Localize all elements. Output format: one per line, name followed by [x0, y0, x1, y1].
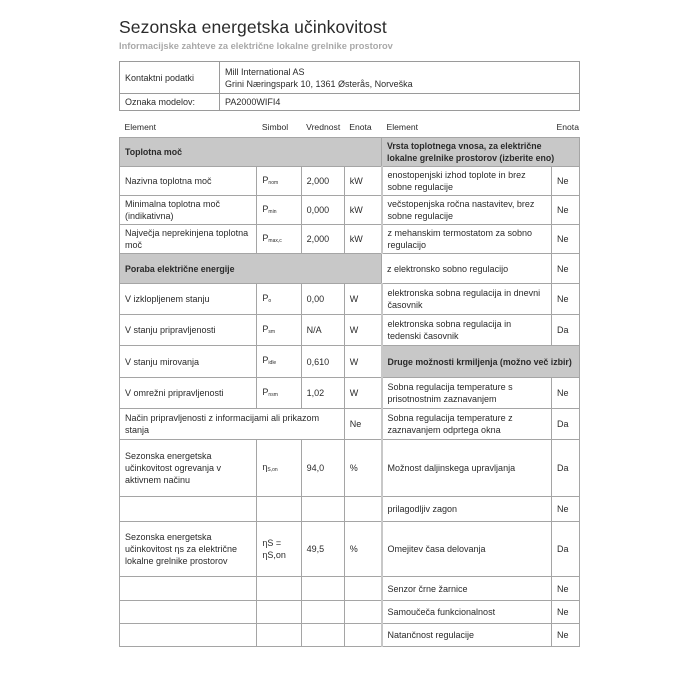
table-row	[120, 378, 580, 409]
option-value: Da	[552, 409, 580, 440]
row-symbol: $\eta_{S,on}$	[257, 440, 301, 497]
option-label: Senzor črne žarnice	[382, 577, 552, 601]
contact-table	[119, 61, 580, 111]
row-unit: W	[344, 346, 381, 378]
contact-details	[220, 62, 580, 94]
table-row	[120, 315, 580, 346]
table-row	[120, 497, 580, 522]
row-element: Minimalna toplotna moč (indikativna)	[120, 196, 257, 225]
table-row	[120, 522, 580, 577]
row-unit: %	[344, 440, 381, 497]
table-row	[120, 196, 580, 225]
option-value: Ne	[552, 624, 580, 647]
company-address: Grini Næringspark 10, 1361 Østerås, Norveška	[225, 78, 413, 89]
row-value: 0,00	[301, 284, 344, 315]
row-element: V stanju mirovanja	[120, 346, 257, 378]
option-label: z elektronsko sobno regulacijo	[382, 254, 552, 284]
empty-cell	[301, 577, 344, 601]
row-unit: kW	[344, 196, 381, 225]
row-element: Sezonska energetska učinkovitost ogrevanja v aktivnem načinu	[120, 440, 257, 497]
option-value: Ne	[552, 284, 580, 315]
table-row	[120, 138, 580, 167]
row-element: V izklopljenem stanju	[120, 284, 257, 315]
row-symbol: ηS = ηS,on	[257, 522, 301, 577]
row-unit: kW	[344, 225, 381, 254]
model-label: Oznaka modelov:	[120, 94, 220, 111]
row-unit: W	[344, 378, 381, 409]
table-row	[120, 601, 580, 624]
empty-cell	[120, 624, 257, 647]
option-label: elektronska sobna regulacija in tedenski časovnik	[382, 315, 552, 346]
option-value: Ne	[552, 378, 580, 409]
row-symbol: $P_{nom}$	[257, 167, 301, 196]
empty-cell	[344, 624, 381, 647]
efficiency-table	[119, 117, 580, 647]
empty-cell	[344, 601, 381, 624]
table-row	[120, 624, 580, 647]
empty-cell	[257, 497, 301, 522]
table-row	[120, 167, 580, 196]
option-value: Ne	[552, 196, 580, 225]
model-value: PA2000WIFI4	[220, 94, 580, 111]
option-label: z mehanskim termostatom za sobno regulacijo	[382, 225, 552, 254]
column-header-row	[120, 117, 580, 138]
row-unit: W	[344, 315, 381, 346]
row-symbol: $P_{sm}$	[257, 315, 301, 346]
table-row	[120, 577, 580, 601]
row-element: V stanju pripravljenosti	[120, 315, 257, 346]
row-value: Ne	[344, 409, 381, 440]
col-unit-right: Enota	[552, 117, 580, 138]
row-element: V omrežni pripravljenosti	[120, 378, 257, 409]
section-other-control: Druge možnosti krmiljenja (možno več izbir)	[382, 346, 580, 378]
contact-label: Kontaktni podatki	[120, 62, 220, 94]
table-row	[120, 346, 580, 378]
row-element: Nazivna toplotna moč	[120, 167, 257, 196]
empty-cell	[257, 577, 301, 601]
table-row	[120, 254, 580, 284]
empty-cell	[301, 601, 344, 624]
option-value: Ne	[552, 497, 580, 522]
company-name: Mill International AS	[225, 66, 305, 77]
option-value: Ne	[552, 167, 580, 196]
table-row	[120, 225, 580, 254]
row-symbol: $P_{nsm}$	[257, 378, 301, 409]
col-element-right: Element	[382, 117, 552, 138]
row-symbol: $P_o$	[257, 284, 301, 315]
option-label: Možnost daljinskega upravljanja	[382, 440, 552, 497]
section-heat-input-type: Vrsta toplotnega vnosa, za električne lokalne grelnike prostorov (izberite eno)	[382, 138, 580, 167]
page-title: Sezonska energetska učinkovitost	[119, 17, 387, 37]
empty-cell	[301, 497, 344, 522]
empty-cell	[120, 601, 257, 624]
col-element: Element	[120, 117, 257, 138]
row-value: 49,5	[301, 522, 344, 577]
option-label: Sobna regulacija temperature z zaznavanjem odprtega okna	[382, 409, 552, 440]
col-value: Vrednost	[301, 117, 344, 138]
row-unit: kW	[344, 167, 381, 196]
row-value: 2,000	[301, 225, 344, 254]
row-unit: %	[344, 522, 381, 577]
empty-cell	[257, 624, 301, 647]
option-label: enostopenjski izhod toplote in brez sobne regulacije	[382, 167, 552, 196]
option-value: Ne	[552, 254, 580, 284]
option-label: Omejitev časa delovanja	[382, 522, 552, 577]
row-symbol: $P_{idle}$	[257, 346, 301, 378]
option-label: prilagodljiv zagon	[382, 497, 552, 522]
option-value: Ne	[552, 601, 580, 624]
row-value: 0,000	[301, 196, 344, 225]
row-value: 0,610	[301, 346, 344, 378]
option-label: elektronska sobna regulacija in dnevni časovnik	[382, 284, 552, 315]
row-element: Način pripravljenosti z informacijami ali prikazom stanja	[120, 409, 345, 440]
option-value: Da	[552, 440, 580, 497]
empty-cell	[344, 497, 381, 522]
option-label: Samoučeča funkcionalnost	[382, 601, 552, 624]
row-value: 1,02	[301, 378, 344, 409]
option-value: Da	[552, 522, 580, 577]
option-label: Natančnost regulacije	[382, 624, 552, 647]
row-element: Največja neprekinjena toplotna moč	[120, 225, 257, 254]
empty-cell	[120, 497, 257, 522]
section-heat-output: Toplotna moč	[120, 138, 382, 167]
empty-cell	[120, 577, 257, 601]
table-row	[120, 409, 580, 440]
option-label: večstopenjska ročna nastavitev, brez sobne regulacije	[382, 196, 552, 225]
row-value: N/A	[301, 315, 344, 346]
section-power-consumption: Poraba električne energije	[120, 254, 382, 284]
table-row	[120, 284, 580, 315]
col-symbol: Simbol	[257, 117, 301, 138]
empty-cell	[257, 601, 301, 624]
option-label: Sobna regulacija temperature s prisotnostnim zaznavanjem	[382, 378, 552, 409]
row-unit: W	[344, 284, 381, 315]
row-value: 2,000	[301, 167, 344, 196]
row-symbol: $P_{max,c}$	[257, 225, 301, 254]
row-element: Sezonska energetska učinkovitost ηs za električne lokalne grelnike prostorov	[120, 522, 257, 577]
table-row	[120, 440, 580, 497]
empty-cell	[301, 624, 344, 647]
option-value: Ne	[552, 577, 580, 601]
row-symbol: $P_{min}$	[257, 196, 301, 225]
empty-cell	[344, 577, 381, 601]
page-subtitle: Informacijske zahteve za električne lokalne grelnike prostorov	[119, 41, 393, 51]
row-value: 94,0	[301, 440, 344, 497]
col-unit: Enota	[344, 117, 381, 138]
option-value: Ne	[552, 225, 580, 254]
option-value: Da	[552, 315, 580, 346]
